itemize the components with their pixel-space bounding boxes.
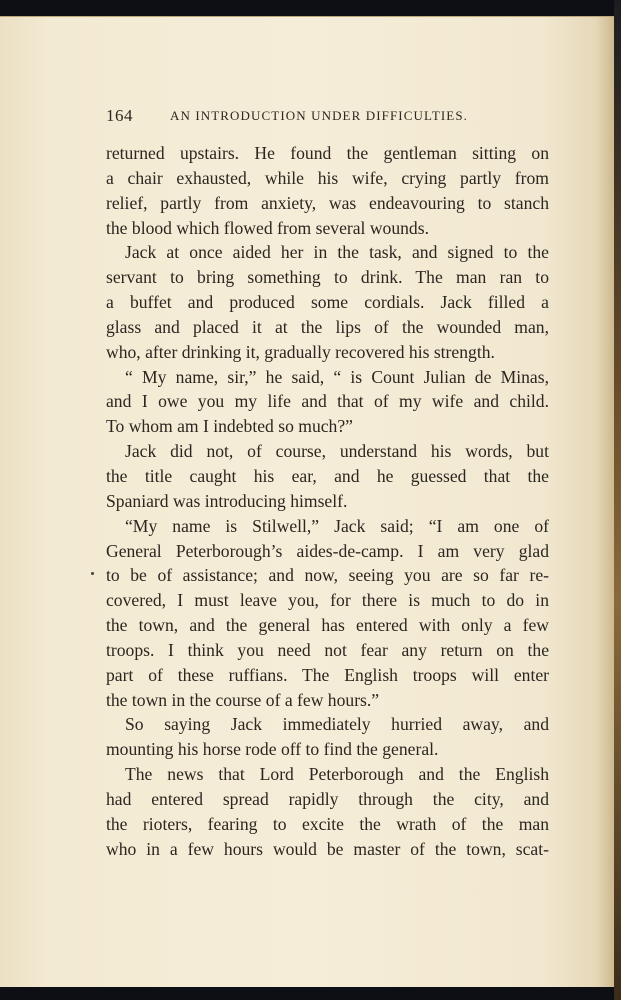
text-line: Jack did not, of course, understand his words, but bbox=[125, 441, 549, 462]
text-line: who, after drinking it, gradually recovered his strength. bbox=[106, 341, 495, 362]
text-line: to be of assistance; and now, seeing you are so far re- bbox=[106, 565, 549, 586]
text-line: covered, I must leave you, for there is much to do in bbox=[106, 590, 549, 611]
text-line: a buffet and produced some cordials. Jack filled a bbox=[106, 292, 549, 313]
text-line: “ My name, sir,” he said, “ is Count Julian de Minas, bbox=[125, 366, 549, 387]
text-line: So saying Jack immediately hurried away, and bbox=[125, 714, 549, 735]
text-line: To whom am I indebted so much?” bbox=[106, 416, 353, 437]
book-spine-edge bbox=[614, 0, 621, 1000]
text-line: servant to bring something to drink. The man ran to bbox=[106, 267, 549, 288]
text-line: returned upstairs. He found the gentleman sitting on bbox=[106, 143, 549, 163]
margin-speck bbox=[91, 572, 94, 575]
text-line: relief, partly from anxiety, was endeavouring to stanch bbox=[106, 192, 549, 213]
text-line: part of these ruffians. The English troops will enter bbox=[106, 664, 549, 685]
text-line: Spaniard was introducing himself. bbox=[106, 490, 348, 511]
text-line: General Peterborough’s aides-de-camp. I am very glad bbox=[106, 540, 549, 561]
text-line: had entered spread rapidly through the city, and bbox=[106, 788, 549, 809]
text-line: “My name is Stilwell,” Jack said; “I am one of bbox=[125, 515, 549, 536]
page-header bbox=[106, 106, 554, 128]
text-line: mounting his horse rode off to find the general. bbox=[106, 739, 439, 760]
text-line: the town in the course of a few hours.” bbox=[106, 689, 380, 710]
text-line: the title caught his ear, and he guessed that the bbox=[106, 465, 549, 486]
text-line: The news that Lord Peterborough and the English bbox=[125, 764, 549, 785]
running-head: AN INTRODUCTION UNDER DIFFICULTIES. bbox=[170, 108, 469, 123]
text-line: the rioters, fearing to excite the wrath of the man bbox=[106, 813, 549, 834]
text-line: the town, and the general has entered with only a few bbox=[106, 615, 549, 636]
text-line: the blood which flowed from several wounds. bbox=[106, 217, 429, 238]
text-line: Jack at once aided her in the task, and signed to the bbox=[125, 242, 549, 263]
text-line: and I owe you my life and that of my wife and child. bbox=[106, 391, 549, 412]
text-line: troops. I think you need not fear any return on the bbox=[106, 639, 549, 660]
page-number: 164 bbox=[106, 106, 133, 125]
body-text bbox=[106, 141, 549, 861]
text-line: a chair exhausted, while his wife, crying partly from bbox=[106, 167, 549, 188]
text-line: glass and placed it at the lips of the wounded man, bbox=[106, 316, 549, 337]
text-line: who in a few hours would be master of the town, scat- bbox=[106, 838, 549, 859]
